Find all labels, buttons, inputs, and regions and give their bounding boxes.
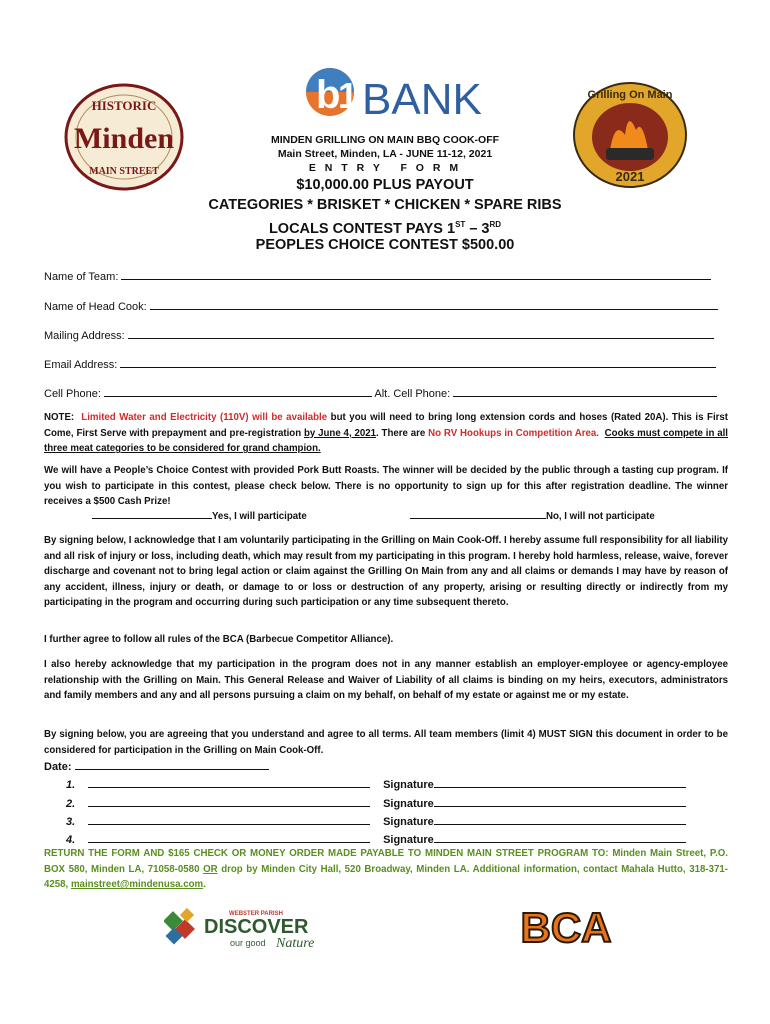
- return-text-1: RETURN THE FORM AND $165 CHECK OR MONEY ORDER MADE PAYABLE TO MINDEN MAIN STREET PROGRAM TO: Minden Main Street, P.O. BOX 580, Minden LA, 71058-0580: [44, 848, 728, 875]
- member-name-field[interactable]: [88, 831, 370, 843]
- no-participate-option: [410, 509, 655, 522]
- alt-cell-phone-label: Alt. Cell Phone:: [374, 388, 451, 400]
- head-cook-label: Name of Head Cook:: [44, 301, 147, 313]
- member-number: 1.: [66, 779, 76, 791]
- date-label: Date:: [44, 761, 72, 773]
- employment-disclaimer-paragraph: I also hereby acknowledge that my participation in the program does not in any manner establish an employer-employee or agency-employee relationship with the Grilling on Main. This General Release and Waiver of Liability of all claims is binding on my heirs, executors, administrators and family members and any and all persons pursuing a claim on my behalf, on behalf of my estate or against me or my estate.: [44, 659, 728, 702]
- categories-heading: CATEGORIES * BRISKET * CHICKEN * SPARE RIBS: [208, 197, 562, 213]
- note-paragraph: [44, 410, 728, 457]
- email-address-row: [44, 356, 734, 371]
- minden-logo-bottom-text: MAIN STREET: [89, 166, 159, 177]
- contact-email-link[interactable]: mainstreet@mindenusa.com: [70, 879, 204, 891]
- team-name-field[interactable]: [121, 268, 711, 280]
- rv-hookups-notice: No RV Hookups in Competition Area.: [428, 427, 599, 439]
- return-text-2: drop by Minden City Hall, 520 Broadway, Minden LA. Additional information, contact Mahala Hutto, 318-371-4258,: [44, 863, 728, 891]
- mailing-address-label: Mailing Address:: [44, 330, 125, 342]
- signature-field[interactable]: [434, 813, 686, 825]
- member-row-1: [66, 776, 686, 791]
- member-number: 4.: [66, 834, 76, 846]
- b1-bank-logo: [298, 56, 484, 122]
- date-field[interactable]: [75, 758, 269, 770]
- locals-prefix: LOCALS CONTEST PAYS 1: [268, 220, 456, 237]
- bca-logo: [518, 900, 614, 948]
- email-address-label: Email Address:: [44, 359, 118, 371]
- date-row: [44, 758, 269, 773]
- bca-rules-paragraph: I further agree to follow all rules of the BCA (Barbecue Competitor Alliance).: [44, 634, 394, 645]
- yes-participate-label: Yes, I will participate: [212, 511, 307, 522]
- discover-logo-nature: Nature: [276, 936, 315, 950]
- member-name-field[interactable]: [88, 813, 370, 825]
- signature-label: Signature: [383, 834, 434, 846]
- discover-logo-top: WEBSTER PARISH: [229, 911, 283, 917]
- minden-logo-top-text: HISTORIC: [91, 98, 157, 113]
- discover-logo-sub: our good: [230, 938, 266, 948]
- note-text-1: but you will need to bring long extension cords and hoses (Rated 20A). This is First Come, First Serve with prepayment and pre-registration: [44, 412, 729, 439]
- signature-field[interactable]: [434, 776, 686, 788]
- signature-label: Signature: [383, 779, 434, 791]
- yes-participate-blank[interactable]: [92, 509, 212, 519]
- event-title: MINDEN GRILLING ON MAIN BBQ COOK-OFF: [270, 134, 500, 146]
- cell-phone-label: Cell Phone:: [44, 388, 101, 400]
- compete-all-categories-notice: Cooks must compete in all three meat categories to be considered for grand champion.: [44, 427, 728, 455]
- locals-mid: – 3: [465, 220, 490, 237]
- note-text-2: . There are: [376, 427, 429, 439]
- alt-cell-phone-field[interactable]: [453, 385, 717, 397]
- mailing-address-field[interactable]: [128, 327, 714, 339]
- no-participate-label: No, I will not participate: [546, 511, 655, 522]
- signature-field[interactable]: [434, 795, 686, 807]
- return-instructions: [44, 846, 728, 893]
- member-row-2: [66, 795, 686, 810]
- cell-phone-field[interactable]: [104, 385, 372, 397]
- water-electricity-notice: Limited Water and Electricity (110V) will be available: [81, 412, 328, 423]
- bank-logo-1: 1: [338, 75, 359, 116]
- registration-deadline: by June 4, 2021: [303, 427, 377, 439]
- member-name-field[interactable]: [88, 776, 370, 788]
- grilling-logo-text: Grilling On Main: [587, 89, 673, 101]
- team-name-label: Name of Team:: [44, 271, 119, 283]
- member-row-3: [66, 813, 686, 828]
- agreement-paragraph: By signing below, you are agreeing that you understand and agree to all terms. All team members (limit 4) MUST SIGN this document in order to be considered for participation in the Grilling on Main Cook-Off.: [44, 729, 728, 756]
- peoples-choice-paragraph: We will have a People’s Choice Contest with provided Pork Butt Roasts. The winner will be decided by the public through a tasting cup program. If you wish to participate in this contest, please check below. There is no opportunity to sign up for this after registration deadline. The winner receives a $500 Cash Prize!: [44, 465, 728, 508]
- member-number: 3.: [66, 816, 76, 828]
- head-cook-field[interactable]: [150, 298, 718, 310]
- signature-label: Signature: [383, 798, 434, 810]
- no-participate-blank[interactable]: [410, 509, 546, 519]
- minden-logo-main-text: Minden: [73, 122, 175, 155]
- or-text: OR: [203, 863, 218, 875]
- member-number: 2.: [66, 798, 76, 810]
- liability-release-paragraph: By signing below, I acknowledge that I am voluntarily participating in the Grilling on Main Cook-Off. I hereby assume full responsibility for all liability and all risk of injury or loss, including death, which may result from my participating in this program. I hereby hold harmless, release, waive, forever discharge and covenant not to bring legal action or claim against the Grilling On Main from any and all claims or demands I may have by reason of any accident, illness, injury or death, or damage to or loss or destruction of any property, arising or resulting directly or indirectly from my participating in the program and occurring during such participation or any time subsequent thereto.: [44, 535, 728, 609]
- grilling-logo-year: 2021: [615, 169, 645, 184]
- note-label: NOTE: [44, 412, 71, 423]
- locals-sup-2: RD: [489, 220, 502, 229]
- discover-logo-main: DISCOVER: [204, 916, 309, 938]
- member-row-4: [66, 831, 686, 846]
- mailing-address-row: [44, 327, 734, 342]
- phone-row: [44, 385, 734, 400]
- event-location-date: Main Street, Minden, LA - JUNE 11-12, 2021: [277, 148, 493, 160]
- team-name-row: [44, 268, 734, 283]
- bank-logo-text: BANK: [362, 75, 482, 122]
- signature-label: Signature: [383, 816, 434, 828]
- note-colon: :: [70, 412, 82, 423]
- email-address-field[interactable]: [120, 356, 716, 368]
- discover-nature-logo: [164, 906, 340, 950]
- return-text-3: .: [203, 879, 206, 891]
- signature-field[interactable]: [434, 831, 686, 843]
- entry-form-label: E N T R Y F O R M: [308, 162, 462, 174]
- payout-heading: $10,000.00 PLUS PAYOUT: [296, 177, 474, 193]
- member-name-field[interactable]: [88, 795, 370, 807]
- bank-logo-b: b: [316, 73, 341, 117]
- peoples-choice-heading: PEOPLES CHOICE CONTEST $500.00: [255, 237, 515, 253]
- locals-sup-1: ST: [455, 220, 466, 229]
- yes-participate-option: [92, 509, 307, 522]
- head-cook-row: [44, 298, 734, 313]
- bca-logo-text: BCA: [520, 904, 612, 948]
